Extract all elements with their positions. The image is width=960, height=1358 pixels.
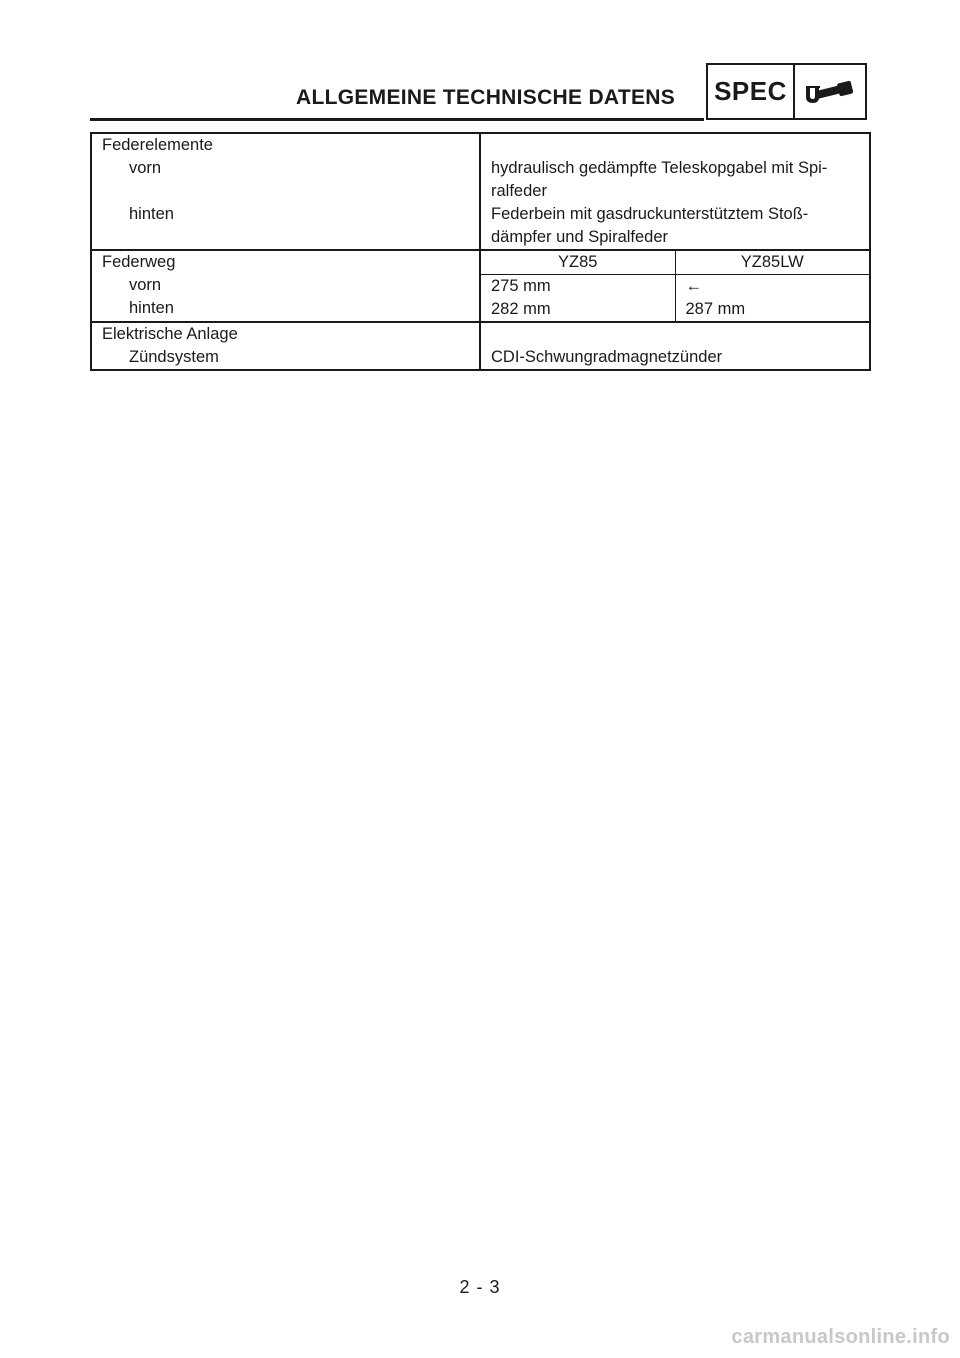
spec-label: SPEC — [708, 65, 795, 118]
label-hinten: hinten — [129, 299, 174, 317]
value-vorn-line2: ralfeder — [491, 182, 547, 200]
value-hinten-line2: dämpfer und Spiralfeder — [491, 228, 669, 246]
page-number: 2 - 3 — [459, 1277, 501, 1297]
column-header-yz85lw: YZ85LW — [675, 251, 869, 275]
value-hinten-yz85: 282 mm — [481, 298, 675, 321]
wrench-icon — [795, 65, 865, 118]
value-vorn-yz85: 275 mm — [481, 275, 675, 299]
spec-table — [90, 132, 871, 371]
table-row — [481, 298, 869, 321]
value-hinten-yz85lw: 287 mm — [685, 300, 746, 318]
table-row — [91, 322, 870, 370]
row-label-cell — [91, 133, 480, 250]
table-row — [481, 251, 869, 275]
row-value-cell — [480, 322, 870, 370]
federweg-subtable — [481, 251, 869, 321]
page-title: ALLGEMEINE TECHNISCHE DATENS — [296, 86, 676, 109]
label-zuendsystem: Zündsystem — [129, 348, 219, 366]
value-zuendsystem: CDI-Schwungradmagnetzünder — [491, 348, 723, 366]
row-value-cell — [480, 133, 870, 250]
value-vorn-yz85lw: ← — [685, 277, 702, 295]
row-value-cell — [480, 250, 870, 322]
row-label-cell — [91, 250, 480, 322]
section-label-federelemente: Federelemente — [102, 136, 213, 154]
table-row — [91, 133, 870, 250]
watermark: carmanualsonline.info — [731, 1326, 950, 1348]
spec-badge — [706, 63, 867, 120]
label-vorn: vorn — [129, 276, 162, 294]
value-vorn-line1: hydraulisch gedämpfte Teleskopgabel mit Spi- — [491, 159, 828, 177]
section-label-elektrik: Elektrische Anlage — [102, 325, 238, 343]
row-label-cell — [91, 322, 480, 370]
header-rule — [90, 118, 704, 121]
table-row — [91, 250, 870, 322]
table-row — [481, 275, 869, 299]
column-header-yz85: YZ85 — [481, 251, 675, 275]
label-hinten: hinten — [129, 205, 174, 223]
label-vorn: vorn — [129, 159, 162, 177]
value-hinten-line1: Federbein mit gasdruckunterstütztem Stoß- — [491, 205, 809, 223]
section-label-federweg: Federweg — [102, 253, 176, 271]
